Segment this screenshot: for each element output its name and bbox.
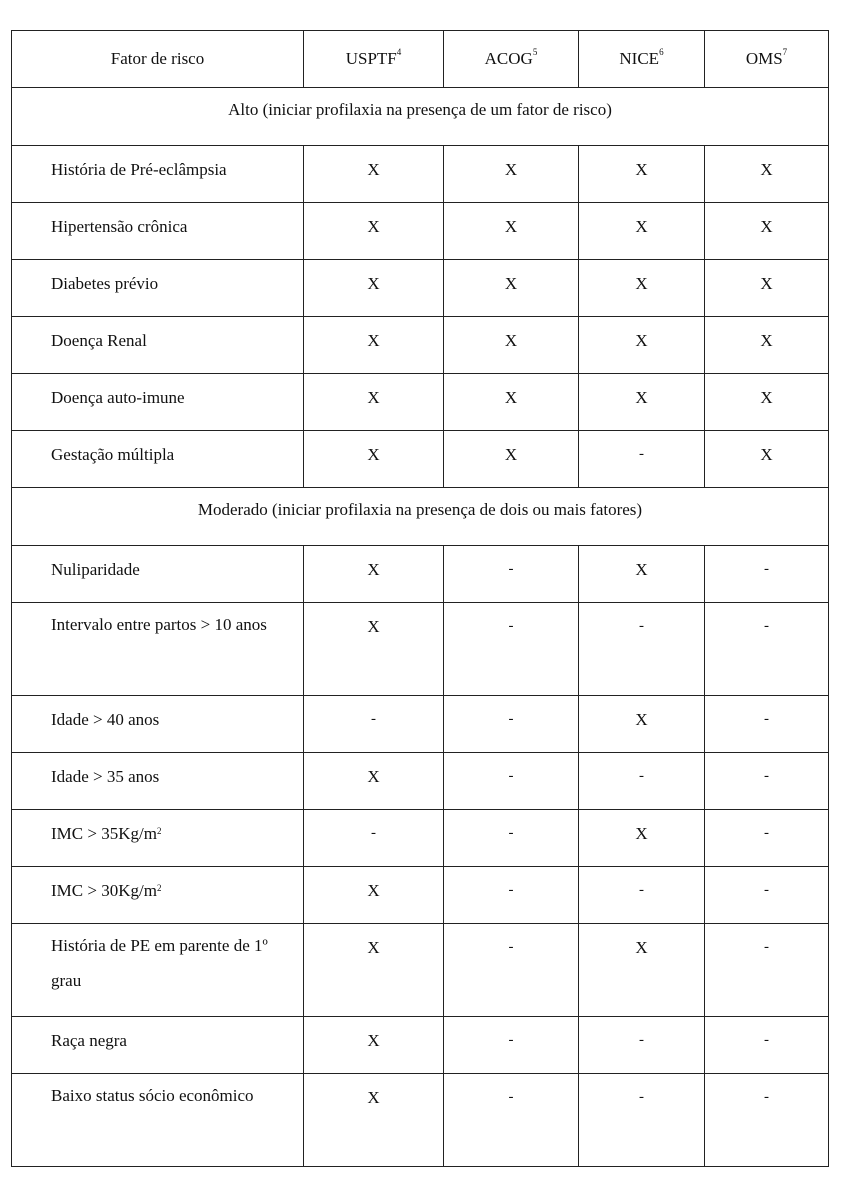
risk-factor-table	[11, 30, 829, 1167]
mark-cell-usptf: X	[304, 603, 444, 696]
mark-cell-acog: X	[444, 260, 579, 317]
risk-factor-label: História de PE em parente de 1º grau	[51, 936, 268, 990]
mark-cell-oms: -	[705, 603, 829, 696]
mark-cell-oms: X	[705, 146, 829, 203]
table-row	[12, 867, 829, 924]
risk-factor-label: Doença Renal	[51, 331, 147, 350]
table-row	[12, 374, 829, 431]
risk-factor-label: Gestação múltipla	[51, 445, 175, 464]
mark-cell-nice: -	[579, 753, 705, 810]
risk-factor-cell	[12, 317, 304, 374]
risk-factor-label: Idade > 40 anos	[51, 710, 160, 729]
table-row	[12, 260, 829, 317]
section-title: Alto (iniciar profilaxia na presença de um fator de risco)	[12, 88, 829, 146]
risk-factor-cell	[12, 810, 304, 867]
risk-factor-cell	[12, 431, 304, 488]
mark-cell-nice: -	[579, 1017, 705, 1074]
mark-cell-usptf: X	[304, 146, 444, 203]
table-row	[12, 203, 829, 260]
mark-cell-oms: -	[705, 810, 829, 867]
table-body	[12, 88, 829, 1167]
mark-cell-nice: X	[579, 203, 705, 260]
risk-factor-label: Diabetes prévio	[51, 274, 159, 293]
mark-cell-usptf: -	[304, 696, 444, 753]
mark-cell-nice: X	[579, 374, 705, 431]
mark-cell-acog: X	[444, 317, 579, 374]
mark-cell-usptf: X	[304, 203, 444, 260]
section-title: Moderado (iniciar profilaxia na presença de dois ou mais fatores)	[12, 488, 829, 546]
mark-cell-usptf: X	[304, 1017, 444, 1074]
mark-cell-nice: -	[579, 867, 705, 924]
risk-factor-label: Baixo status sócio econômico	[51, 1086, 254, 1105]
section-row	[12, 88, 829, 146]
mark-cell-oms: X	[705, 374, 829, 431]
mark-cell-acog: -	[444, 546, 579, 603]
mark-cell-usptf: X	[304, 317, 444, 374]
mark-cell-oms: X	[705, 203, 829, 260]
mark-cell-oms: X	[705, 260, 829, 317]
risk-factor-cell	[12, 753, 304, 810]
table-row	[12, 1074, 829, 1167]
table-row	[12, 1017, 829, 1074]
risk-factor-cell	[12, 374, 304, 431]
mark-cell-usptf: X	[304, 867, 444, 924]
section-row	[12, 488, 829, 546]
mark-cell-oms: -	[705, 753, 829, 810]
mark-cell-oms: -	[705, 867, 829, 924]
mark-cell-acog: -	[444, 1017, 579, 1074]
mark-cell-acog: X	[444, 203, 579, 260]
mark-cell-oms: -	[705, 1017, 829, 1074]
mark-cell-usptf: X	[304, 374, 444, 431]
unit-superscript: 2	[156, 826, 162, 836]
mark-cell-acog: -	[444, 1074, 579, 1167]
mark-cell-oms: X	[705, 317, 829, 374]
mark-cell-oms: -	[705, 546, 829, 603]
mark-cell-oms: -	[705, 1074, 829, 1167]
risk-factor-cell	[12, 1017, 304, 1074]
document-page	[11, 30, 829, 1167]
mark-cell-usptf: X	[304, 431, 444, 488]
header-oms: OMS$^7$	[705, 31, 829, 88]
mark-cell-nice: X	[579, 260, 705, 317]
mark-cell-nice: -	[579, 1074, 705, 1167]
risk-factor-label: Doença auto-imune	[51, 388, 185, 407]
risk-factor-label: IMC > 35Kg/m	[51, 824, 157, 843]
mark-cell-nice: X	[579, 924, 705, 1017]
risk-factor-label: Nuliparidade	[51, 560, 140, 579]
risk-factor-cell	[12, 1074, 304, 1167]
mark-cell-nice: X	[579, 146, 705, 203]
mark-cell-nice: X	[579, 810, 705, 867]
header-row	[12, 31, 829, 88]
header-risk-factor: Fator de risco	[12, 31, 304, 88]
mark-cell-acog: X	[444, 431, 579, 488]
risk-factor-cell	[12, 603, 304, 696]
table-row	[12, 696, 829, 753]
unit-superscript: 2	[156, 883, 162, 893]
table-row	[12, 431, 829, 488]
risk-factor-cell	[12, 867, 304, 924]
table-row	[12, 924, 829, 1017]
mark-cell-oms: -	[705, 924, 829, 1017]
risk-factor-label: IMC > 30Kg/m	[51, 881, 157, 900]
risk-factor-cell	[12, 203, 304, 260]
risk-factor-label: Intervalo entre partos > 10 anos	[51, 615, 267, 634]
table-row	[12, 317, 829, 374]
mark-cell-acog: X	[444, 374, 579, 431]
header-acog: ACOG$^5$	[444, 31, 579, 88]
table-row	[12, 753, 829, 810]
mark-cell-nice: -	[579, 603, 705, 696]
risk-factor-label: História de Pré-eclâmpsia	[51, 160, 227, 179]
mark-cell-usptf: X	[304, 1074, 444, 1167]
header-nice: NICE$^6$	[579, 31, 705, 88]
risk-factor-cell	[12, 260, 304, 317]
risk-factor-label: Idade > 35 anos	[51, 767, 160, 786]
risk-factor-cell	[12, 924, 304, 1017]
risk-factor-cell	[12, 146, 304, 203]
mark-cell-acog: -	[444, 867, 579, 924]
header-usptf: USPTF$^4$	[304, 31, 444, 88]
mark-cell-nice: X	[579, 546, 705, 603]
mark-cell-acog: -	[444, 603, 579, 696]
mark-cell-nice: X	[579, 317, 705, 374]
table-row	[12, 603, 829, 696]
risk-factor-label: Raça negra	[51, 1031, 127, 1050]
mark-cell-acog: -	[444, 924, 579, 1017]
risk-factor-cell	[12, 546, 304, 603]
mark-cell-acog: -	[444, 753, 579, 810]
risk-factor-cell	[12, 696, 304, 753]
mark-cell-acog: -	[444, 810, 579, 867]
mark-cell-usptf: X	[304, 753, 444, 810]
mark-cell-usptf: -	[304, 810, 444, 867]
mark-cell-acog: X	[444, 146, 579, 203]
mark-cell-acog: -	[444, 696, 579, 753]
table-row	[12, 546, 829, 603]
mark-cell-usptf: X	[304, 546, 444, 603]
mark-cell-usptf: X	[304, 924, 444, 1017]
mark-cell-oms: X	[705, 431, 829, 488]
mark-cell-nice: X	[579, 696, 705, 753]
table-row	[12, 146, 829, 203]
table-row	[12, 810, 829, 867]
mark-cell-oms: -	[705, 696, 829, 753]
mark-cell-usptf: X	[304, 260, 444, 317]
mark-cell-nice: -	[579, 431, 705, 488]
risk-factor-label: Hipertensão crônica	[51, 217, 188, 236]
